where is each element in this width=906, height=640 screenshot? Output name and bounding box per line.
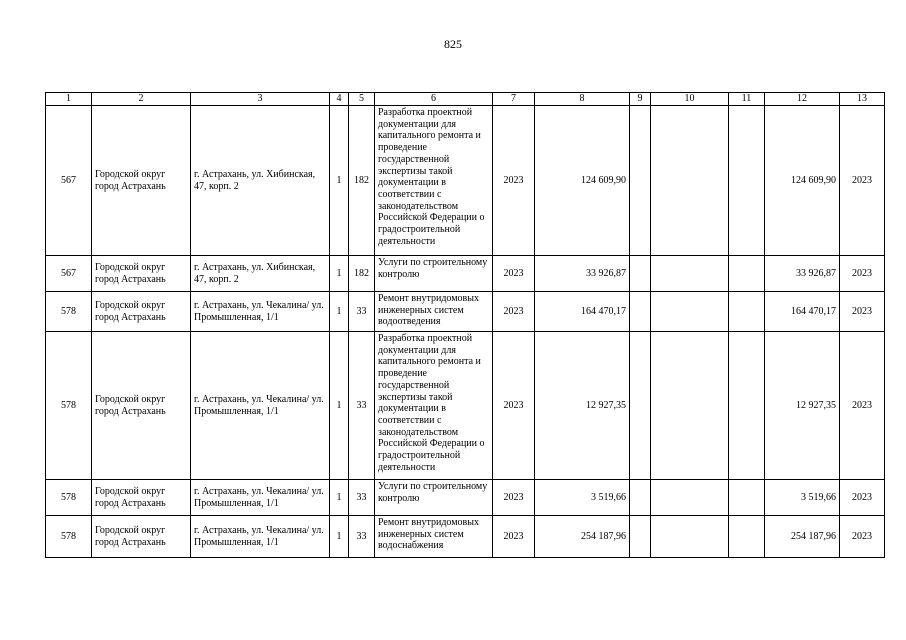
work-type: Разработка проектной документации для капитального ремонта и проведение государственной экспертизы такой документации в соответствии с законодательством Российской Федерации о градостроительной деятельности: [375, 106, 493, 256]
column-header: 2: [92, 93, 191, 106]
work-type: Услуги по строительному контролю: [375, 480, 493, 516]
work-type: Разработка проектной документации для капитального ремонта и проведение государственной экспертизы такой документации в соответствии с законодательством Российской Федерации о градостроительной деятельности: [375, 332, 493, 480]
col4-value: 1: [330, 256, 349, 292]
table-row: [46, 516, 885, 558]
record-number: 578: [46, 516, 92, 558]
year: 2023: [493, 332, 535, 480]
cost-value: 164 470,17: [535, 292, 630, 332]
municipality: Городской округ город Астрахань: [92, 256, 191, 292]
column-header: 13: [840, 93, 885, 106]
column-header: 1: [46, 93, 92, 106]
total-value: 12 927,35: [765, 332, 840, 480]
address: г. Астрахань, ул. Чекалина/ ул. Промышленная, 1/1: [191, 516, 330, 558]
column-header: 7: [493, 93, 535, 106]
total-value: 254 187,96: [765, 516, 840, 558]
column-header: 12: [765, 93, 840, 106]
municipality: Городской округ город Астрахань: [92, 516, 191, 558]
table-row: [46, 480, 885, 516]
year: 2023: [493, 256, 535, 292]
completion-year: 2023: [840, 332, 885, 480]
table-row: [46, 292, 885, 332]
total-value: 124 609,90: [765, 106, 840, 256]
address: г. Астрахань, ул. Хибинская, 47, корп. 2: [191, 256, 330, 292]
col11-value: [729, 256, 765, 292]
col4-value: 1: [330, 106, 349, 256]
municipality: Городской округ город Астрахань: [92, 332, 191, 480]
work-type: Ремонт внутридомовых инженерных систем водоотведения: [375, 292, 493, 332]
col9-value: [630, 292, 651, 332]
cost-value: 124 609,90: [535, 106, 630, 256]
completion-year: 2023: [840, 516, 885, 558]
year: 2023: [493, 480, 535, 516]
record-number: 578: [46, 480, 92, 516]
cost-value: 33 926,87: [535, 256, 630, 292]
address: г. Астрахань, ул. Чекалина/ ул. Промышленная, 1/1: [191, 292, 330, 332]
completion-year: 2023: [840, 256, 885, 292]
column-header: 4: [330, 93, 349, 106]
col5-value: 182: [349, 106, 375, 256]
col10-value: [651, 292, 729, 332]
work-type: Ремонт внутридомовых инженерных систем водоснабжения: [375, 516, 493, 558]
table-row: [46, 256, 885, 292]
cost-value: 3 519,66: [535, 480, 630, 516]
col11-value: [729, 106, 765, 256]
col11-value: [729, 292, 765, 332]
total-value: 33 926,87: [765, 256, 840, 292]
column-header: 11: [729, 93, 765, 106]
col5-value: 33: [349, 292, 375, 332]
col5-value: 33: [349, 516, 375, 558]
col4-value: 1: [330, 480, 349, 516]
address: г. Астрахань, ул. Чекалина/ ул. Промышленная, 1/1: [191, 332, 330, 480]
municipality: Городской округ город Астрахань: [92, 480, 191, 516]
col9-value: [630, 256, 651, 292]
total-value: 3 519,66: [765, 480, 840, 516]
col5-value: 33: [349, 332, 375, 480]
col11-value: [729, 480, 765, 516]
col9-value: [630, 332, 651, 480]
address: г. Астрахань, ул. Хибинская, 47, корп. 2: [191, 106, 330, 256]
table-row: [46, 332, 885, 480]
col10-value: [651, 256, 729, 292]
col4-value: 1: [330, 332, 349, 480]
municipality: Городской округ город Астрахань: [92, 106, 191, 256]
record-number: 567: [46, 256, 92, 292]
cost-value: 12 927,35: [535, 332, 630, 480]
col11-value: [729, 516, 765, 558]
year: 2023: [493, 106, 535, 256]
page-number: 825: [444, 37, 462, 51]
municipality: Городской округ город Астрахань: [92, 292, 191, 332]
table-row: [46, 106, 885, 256]
col5-value: 182: [349, 256, 375, 292]
col9-value: [630, 106, 651, 256]
col11-value: [729, 332, 765, 480]
record-number: 578: [46, 332, 92, 480]
completion-year: 2023: [840, 106, 885, 256]
works-table: [45, 92, 885, 558]
col10-value: [651, 332, 729, 480]
completion-year: 2023: [840, 480, 885, 516]
col9-value: [630, 516, 651, 558]
column-header: 5: [349, 93, 375, 106]
record-number: 578: [46, 292, 92, 332]
col10-value: [651, 106, 729, 256]
column-header: 9: [630, 93, 651, 106]
col10-value: [651, 516, 729, 558]
year: 2023: [493, 292, 535, 332]
record-number: 567: [46, 106, 92, 256]
column-header: 8: [535, 93, 630, 106]
column-header: 3: [191, 93, 330, 106]
column-header: 6: [375, 93, 493, 106]
col4-value: 1: [330, 516, 349, 558]
completion-year: 2023: [840, 292, 885, 332]
work-type: Услуги по строительному контролю: [375, 256, 493, 292]
col4-value: 1: [330, 292, 349, 332]
col5-value: 33: [349, 480, 375, 516]
col10-value: [651, 480, 729, 516]
column-header: 10: [651, 93, 729, 106]
total-value: 164 470,17: [765, 292, 840, 332]
col9-value: [630, 480, 651, 516]
cost-value: 254 187,96: [535, 516, 630, 558]
address: г. Астрахань, ул. Чекалина/ ул. Промышленная, 1/1: [191, 480, 330, 516]
year: 2023: [493, 516, 535, 558]
column-numbers-row: [46, 93, 885, 106]
